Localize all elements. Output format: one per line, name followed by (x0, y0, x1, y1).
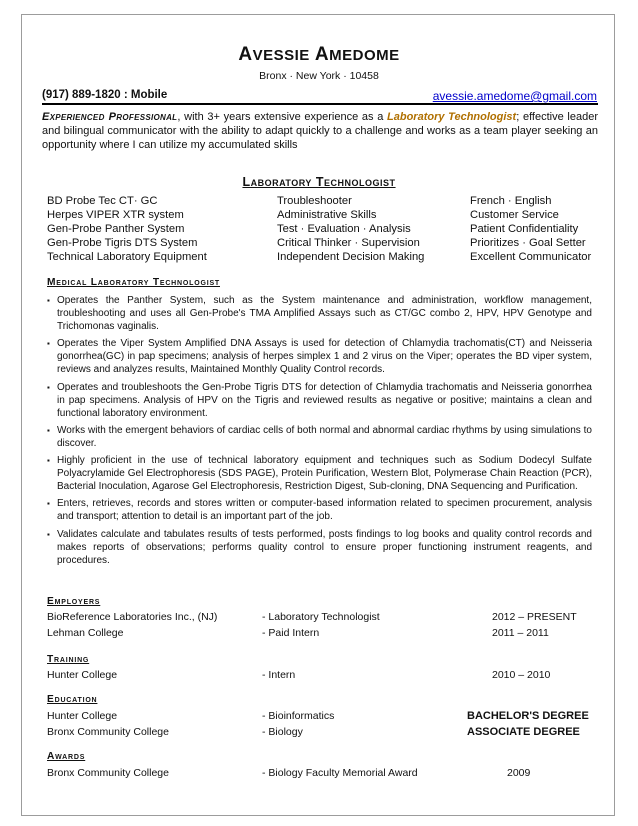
summary-highlight: Laboratory Technologist (387, 111, 517, 123)
training-role: - Intern (262, 669, 296, 681)
employer-dates: 2011 – 2011 (492, 627, 549, 639)
bullet-icon: ▪ (47, 456, 50, 466)
name-first-rest: VESSIE (252, 47, 310, 64)
list-item (47, 294, 592, 333)
awards-heading: Awards (47, 751, 86, 762)
list-item (47, 381, 592, 420)
bullet-icon: ▪ (47, 382, 50, 392)
award-org: Bronx Community College (47, 767, 169, 779)
phone-number: (917) 889-1820 : Mobile (42, 89, 168, 101)
bullet-icon: ▪ (47, 529, 50, 539)
bullet-text: Works with the emergent behaviors of cardiac cells of both normal and abnormal cardiac rhythms by using simulations to discover. (57, 424, 592, 449)
email-link[interactable]: avessie.amedome@gmail.com (432, 89, 597, 103)
skill-item: Patient Confidentiality (470, 223, 579, 235)
training-heading: Training (47, 654, 90, 665)
school-name: Hunter College (47, 710, 118, 722)
skill-item: Customer Service (470, 209, 559, 221)
list-item (47, 528, 592, 567)
skill-item: French · English (470, 195, 552, 207)
list-item (47, 454, 592, 493)
professional-summary (42, 110, 598, 153)
summary-text-2: ; effective leader and bilingual communicator with the ability to adapt quickly to a challenge and works as a team player seeking an opportunity where I can utilize my accumulated skills (42, 111, 598, 152)
skill-item: BD Probe Tec CT· GC (47, 195, 158, 207)
employer-role: - Paid Intern (262, 627, 320, 639)
skill-item: Gen-Probe Tigris DTS System (47, 237, 198, 249)
name-first-initial: A (238, 44, 253, 65)
skill-item: Administrative Skills (277, 209, 377, 221)
name-last-rest: MEDOME (329, 47, 400, 64)
skill-item: Critical Thinker · Supervision (277, 237, 420, 249)
education-heading: Education (47, 694, 98, 705)
skill-item: Independent Decision Making (277, 251, 425, 263)
employer-dates: 2012 – PRESENT (492, 611, 577, 623)
employer-name: Lehman College (47, 627, 124, 639)
bullet-icon: ▪ (47, 499, 50, 509)
summary-text-1: , with 3+ years extensive experience as a (177, 111, 388, 123)
table-row (47, 710, 592, 724)
list-item (47, 337, 592, 376)
table-row (47, 611, 592, 625)
field-of-study: - Biology (262, 726, 303, 738)
school-name: Bronx Community College (47, 726, 169, 738)
employer-name: BioReference Laboratories Inc., (NJ) (47, 611, 218, 623)
skill-item: Prioritizes · Goal Setter (470, 237, 586, 249)
list-item (47, 424, 592, 450)
skill-item: Gen-Probe Panther System (47, 223, 185, 235)
experience-bullet-list (47, 294, 592, 571)
skills-column-1 (47, 194, 207, 264)
training-org: Hunter College (47, 669, 118, 681)
skill-item: Excellent Communicator (470, 251, 592, 263)
address: Bronx · New York · 10458 (259, 70, 379, 82)
field-of-study: - Bioinformatics (262, 710, 335, 722)
employers-heading: Employers (47, 596, 101, 607)
skill-item: Herpes VIPER XTR system (47, 209, 184, 221)
table-row (47, 669, 592, 683)
table-row (47, 767, 592, 781)
employer-role: - Laboratory Technologist (262, 611, 380, 623)
skill-item: Test · Evaluation · Analysis (277, 223, 411, 235)
list-item (47, 497, 592, 523)
summary-lead: Experienced Professional (42, 111, 178, 123)
bullet-text: Validates calculate and tabulates results of tests performed, posts findings to log books and quality control records and makes reports of observations; performs quality control to ensure proper functioning instrument reagents, and procedures. (57, 528, 592, 566)
bullet-text: Operates and troubleshoots the Gen-Probe Tigris DTS for detection of Chlamydia trachomatis and Neisseria gonorrhea in pap specimens. Analysis of HPV on the Tigris and reviewed results as negative or positive; maintains a clean and functional laboratory environment. (57, 381, 592, 419)
contact-line (42, 89, 597, 101)
skills-heading: Laboratory Technologist (242, 175, 396, 189)
skills-column-3 (470, 194, 591, 264)
bullet-icon: ▪ (47, 339, 50, 349)
degree: BACHELOR'S DEGREE (467, 710, 589, 722)
bullet-text: Enters, retrieves, records and stores written or computer-based information related to specimen procurement, analysis and transport; attention to detail is an important part of the job. (57, 498, 592, 523)
bullet-text: Operates the Viper System Amplified DNA Assays is used for detection of Chlamydia trachomatis(CT) and Neisseria gonorrhea(GC) in pap specimens; analysis of herpes simplex 1 and 2 virus on the Viper; operates the BD viper system, reviews and analyzes results, Maintained Monthly Quality Control records. (57, 338, 592, 376)
award-year: 2009 (507, 767, 531, 779)
bullet-icon: ▪ (47, 296, 50, 305)
bullet-text: Highly proficient in the use of technical laboratory equipment and techniques such as Sodium Dodecyl Sulfate Polyacrylamide Gel Electrophoresis (SDS PAGE), Protein Purification, Western Blot, Polymerase Chain Reaction (PCR), Bacterial Inoculation, Agarose Gel Electrophoresis, Restriction Digest, Sub-cloning, DNA Sequencing and Purification. (57, 455, 592, 493)
table-row (47, 627, 592, 641)
bullet-icon: ▪ (47, 425, 50, 435)
skill-item: Troubleshooter (277, 195, 352, 207)
bullet-text: Operates the Panther System, such as the System maintenance and administration, workflow management, troubleshooting and uses all Gen-Probe's TMA Amplified Assays such as CT/GC combo 2, HPV, HPV Genotype and Trichomonas vaginalis. (57, 295, 592, 333)
name-last-initial: A (314, 44, 330, 65)
header-divider (42, 103, 598, 105)
resume-name (0, 44, 638, 66)
skills-column-2 (277, 194, 424, 264)
degree: ASSOCIATE DEGREE (467, 726, 580, 738)
award-name: - Biology Faculty Memorial Award (262, 767, 418, 779)
table-row (47, 726, 592, 740)
experience-heading: Medical Laboratory Technologist (47, 277, 220, 288)
training-dates: 2010 – 2010 (492, 669, 551, 681)
skill-item: Technical Laboratory Equipment (47, 251, 207, 263)
